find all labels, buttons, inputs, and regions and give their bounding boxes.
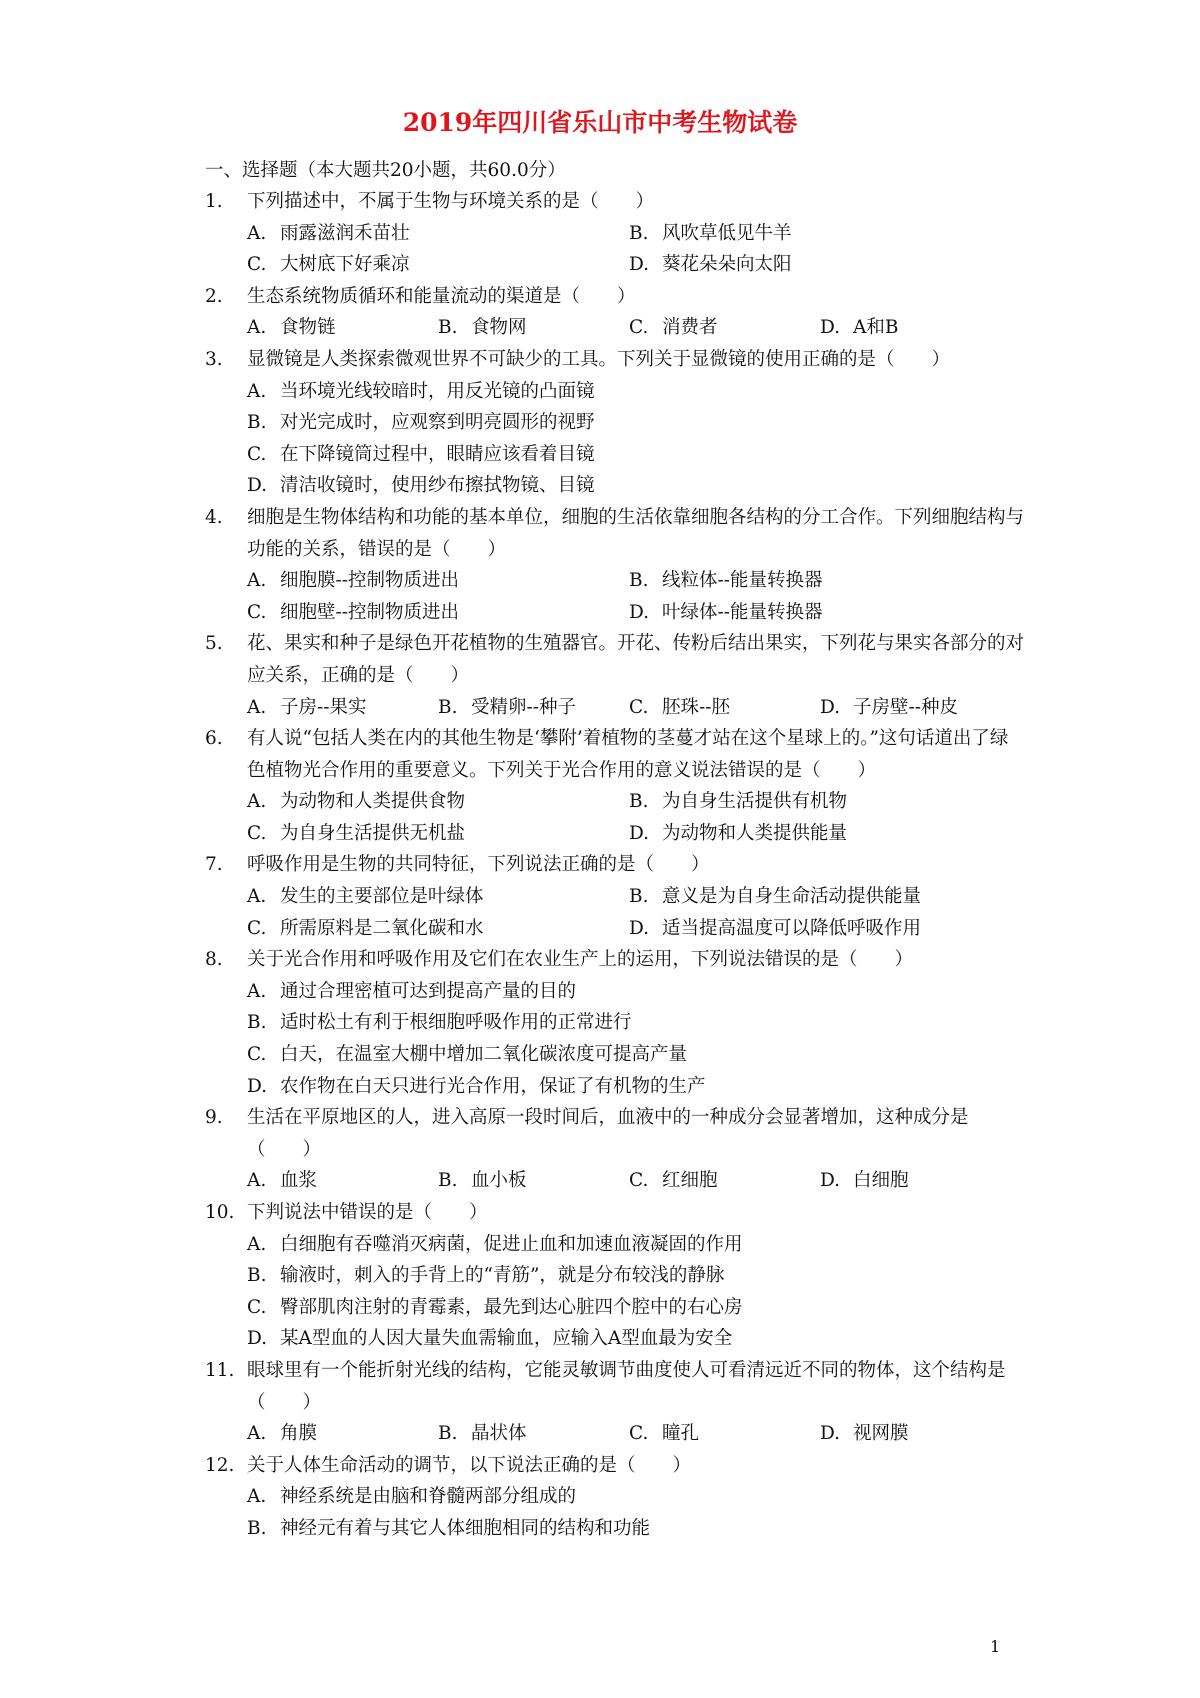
option-label: C. (247, 917, 267, 939)
option-c (247, 818, 465, 850)
option-label: B. (629, 570, 649, 592)
question-stem: 呼吸作用是生物的共同特征，下列说法正确的是（ ） (247, 854, 710, 876)
option-text: 为动物和人类提供能量 (662, 822, 848, 844)
option-text: 为自身生活提供有机物 (662, 791, 848, 813)
question-stem: 关于光合作用和呼吸作用及它们在农业生产上的运用，下列说法错误的是（ ） (247, 949, 914, 971)
question-5 (205, 628, 1025, 723)
option-b (438, 1418, 527, 1450)
question-3 (205, 344, 1025, 502)
option-a (247, 1481, 576, 1513)
option-d (820, 312, 898, 344)
option-d (247, 470, 595, 502)
option-text: 臀部肌肉注射的青霉素，最先到达心脏四个腔中的右心房 (280, 1296, 743, 1318)
question-stem: 花、果实和种子是绿色开花植物的生殖器官。开花、传粉后结出果实，下列花与果实各部分的对应关系，正确的是（ ） (247, 633, 1025, 686)
option-a (247, 1418, 317, 1450)
option-d (820, 692, 958, 724)
option-text: 农作物在白天只进行光合作用，保证了有机物的生产 (280, 1075, 706, 1097)
question-number: 8. (205, 949, 223, 971)
option-b (438, 312, 527, 344)
option-label: B. (438, 696, 458, 718)
option-text: 为动物和人类提供食物 (280, 791, 466, 813)
question-number: 4. (205, 506, 223, 528)
option-d (629, 818, 847, 850)
option-label: B. (629, 886, 649, 908)
option-label: A. (247, 791, 267, 813)
option-text: 清洁收镜时，使用纱布擦拭物镜、目镜 (280, 475, 595, 497)
option-label: A. (247, 570, 267, 592)
option-label: C. (247, 601, 267, 623)
question-4 (205, 502, 1025, 628)
option-b (438, 692, 576, 724)
option-d (629, 249, 792, 281)
question-6 (205, 723, 1025, 849)
option-label: B. (247, 1265, 267, 1287)
option-text: 细胞壁--控制物质进出 (280, 601, 460, 623)
question-2 (205, 281, 1025, 344)
option-label: D. (629, 917, 650, 939)
option-text: 当环境光线较暗时，用反光镜的凸面镜 (280, 380, 595, 402)
question-number: 7. (205, 854, 223, 876)
option-label: B. (247, 1012, 267, 1034)
option-c (247, 913, 484, 945)
option-c (629, 692, 730, 724)
option-text: 通过合理密植可达到提高产量的目的 (280, 980, 577, 1002)
option-label: D. (629, 822, 650, 844)
option-text: 角膜 (280, 1423, 318, 1445)
option-label: C. (247, 254, 267, 276)
option-a (247, 312, 336, 344)
option-text: 发生的主要部位是叶绿体 (280, 886, 484, 908)
option-label: C. (247, 822, 267, 844)
option-b (247, 407, 595, 439)
option-c (247, 1039, 687, 1071)
option-b (247, 1513, 650, 1545)
option-label: A. (247, 380, 267, 402)
option-c (629, 312, 718, 344)
option-b (438, 1165, 527, 1197)
option-a (247, 692, 367, 724)
page-number: 1 (990, 1637, 1001, 1656)
option-c (629, 1418, 699, 1450)
option-text: 所需原料是二氧化碳和水 (280, 917, 484, 939)
option-label: C. (629, 317, 649, 339)
option-text: 食物网 (471, 317, 527, 339)
question-number: 12. (205, 1454, 235, 1476)
option-label: D. (820, 1423, 841, 1445)
question-stem: 有人说“包括人类在内的其他生物是‘攀附’着植物的茎蔓才站在这个星球上的。”这句话道出了绿色植物光合作用的重要意义。下列关于光合作用的意义说法错误的是（ ） (247, 728, 1009, 781)
option-label: D. (247, 1328, 268, 1350)
option-text: 白细胞有吞噬消灭病菌，促进止血和加速血液凝固的作用 (280, 1233, 743, 1255)
option-text: 叶绿体--能量转换器 (662, 601, 823, 623)
option-d (629, 597, 823, 629)
question-number: 3. (205, 348, 223, 370)
option-text: 葵花朵朵向太阳 (662, 254, 792, 276)
question-stem: 眼球里有一个能折射光线的结构，它能灵敏调节曲度使人可看清远近不同的物体，这个结构是（ ） (247, 1359, 1006, 1413)
option-label: C. (629, 1170, 649, 1192)
option-a (247, 1229, 743, 1261)
option-text: 子房--果实 (280, 696, 367, 718)
option-text: 为自身生活提供无机盐 (280, 822, 466, 844)
question-stem: 关于人体生命活动的调节，以下说法正确的是（ ） (247, 1454, 692, 1476)
question-12 (205, 1450, 1025, 1545)
option-text: 晶状体 (471, 1423, 527, 1445)
question-7 (205, 849, 1025, 944)
option-label: B. (438, 1423, 458, 1445)
option-text: 雨露滋润禾苗壮 (280, 222, 410, 244)
exam-title: 2019年四川省乐山市中考生物试卷 (402, 108, 798, 137)
option-text: 输液时，刺入的手背上的“青筋”，就是分布较浅的静脉 (280, 1265, 725, 1287)
option-text: 血小板 (471, 1170, 527, 1192)
question-stem: 下列描述中，不属于生物与环境关系的是（ ） (247, 191, 655, 212)
option-b (629, 565, 823, 597)
option-a (247, 881, 484, 913)
option-text: 适时松土有利于根细胞呼吸作用的正常进行 (280, 1012, 632, 1034)
option-label: B. (438, 317, 458, 339)
option-a (247, 976, 576, 1008)
option-label: A. (247, 222, 267, 244)
option-d (247, 1323, 732, 1355)
option-text: 视网膜 (853, 1423, 909, 1445)
option-text: 神经系统是由脑和脊髓两部分组成的 (280, 1486, 577, 1508)
option-label: A. (247, 1170, 267, 1192)
option-text: 瞳孔 (662, 1423, 700, 1445)
option-text: 细胞膜--控制物质进出 (280, 570, 460, 592)
option-a (247, 376, 595, 408)
option-text: 红细胞 (662, 1170, 718, 1192)
option-b (247, 1007, 632, 1039)
question-stem: 显微镜是人类探索微观世界不可缺少的工具。下列关于显微镜的使用正确的是（ ） (247, 348, 951, 370)
question-number: 2. (205, 285, 223, 307)
section-heading: 一、选择题（本大题共20小题，共60.0分） (205, 160, 566, 181)
question-stem: 生态系统物质循环和能量流动的渠道是（ ） (247, 285, 636, 307)
question-list (205, 186, 1025, 1545)
option-b (629, 786, 847, 818)
option-label: A. (247, 980, 267, 1002)
option-text: 对光完成时，应观察到明亮圆形的视野 (280, 412, 595, 434)
option-label: A. (247, 886, 267, 908)
option-label: B. (629, 222, 649, 244)
option-label: D. (247, 1075, 268, 1097)
question-1 (205, 186, 1025, 281)
question-stem: 下判说法中错误的是（ ） (247, 1202, 488, 1223)
option-text: 大树底下好乘凉 (280, 254, 410, 276)
option-b (629, 218, 792, 250)
option-label: A. (247, 696, 267, 718)
option-a (247, 565, 459, 597)
option-text: 食物链 (280, 317, 336, 339)
option-text: 消费者 (662, 317, 718, 339)
option-text: 在下降镜筒过程中，眼睛应该看着目镜 (280, 443, 595, 465)
option-label: D. (820, 1170, 841, 1192)
option-text: 神经元有着与其它人体细胞相同的结构和功能 (280, 1517, 651, 1539)
option-label: D. (247, 475, 268, 497)
option-label: A. (247, 1423, 267, 1445)
option-label: D. (629, 254, 650, 276)
option-text: 子房壁--种皮 (853, 696, 959, 718)
option-label: A. (247, 1233, 267, 1255)
option-text: 血浆 (280, 1170, 318, 1192)
option-label: C. (629, 696, 649, 718)
option-d (820, 1418, 909, 1450)
option-d (629, 913, 921, 945)
option-a (247, 1165, 317, 1197)
option-b (629, 881, 921, 913)
option-label: C. (247, 443, 267, 465)
option-text: A和B (853, 317, 899, 339)
option-text: 某A型血的人因大量失血需输血，应输入A型血最为安全 (280, 1328, 733, 1350)
option-text: 线粒体--能量转换器 (662, 570, 823, 592)
option-text: 胚珠--胚 (662, 696, 731, 718)
option-label: A. (247, 1486, 267, 1508)
question-number: 10. (205, 1202, 235, 1223)
question-11 (205, 1355, 1025, 1450)
option-c (247, 597, 459, 629)
option-text: 适当提高温度可以降低呼吸作用 (662, 917, 922, 939)
option-c (247, 439, 595, 471)
option-b (247, 1260, 724, 1292)
question-number: 9. (205, 1107, 223, 1129)
option-label: C. (247, 1296, 267, 1318)
question-stem: 细胞是生物体结构和功能的基本单位，细胞的生活依靠细胞各结构的分工合作。下列细胞结构与功能的关系，错误的是（ ） (247, 506, 1025, 560)
option-c (247, 1292, 743, 1324)
option-label: B. (438, 1170, 458, 1192)
option-d (820, 1165, 909, 1197)
option-label: C. (629, 1423, 649, 1445)
option-label: C. (247, 1044, 267, 1066)
option-label: D. (820, 696, 841, 718)
option-text: 白天，在温室大棚中增加二氧化碳浓度可提高产量 (280, 1044, 688, 1066)
question-number: 6. (205, 728, 223, 750)
option-text: 意义是为自身生命活动提供能量 (662, 886, 922, 908)
question-8 (205, 944, 1025, 1102)
option-a (247, 218, 410, 250)
option-c (629, 1165, 718, 1197)
option-label: D. (629, 601, 650, 623)
option-d (247, 1071, 706, 1103)
question-number: 5. (205, 633, 223, 655)
question-10 (205, 1197, 1025, 1355)
option-label: D. (820, 317, 841, 339)
question-number: 11. (205, 1359, 235, 1381)
option-label: A. (247, 317, 267, 339)
option-c (247, 249, 410, 281)
option-label: B. (247, 1517, 267, 1539)
option-text: 白细胞 (853, 1170, 909, 1192)
option-a (247, 786, 465, 818)
question-9 (205, 1102, 1025, 1197)
option-label: B. (629, 791, 649, 813)
option-text: 风吹草低见牛羊 (662, 222, 792, 244)
option-label: B. (247, 412, 267, 434)
option-text: 受精卵--种子 (471, 696, 577, 718)
question-number: 1. (205, 191, 223, 212)
question-stem: 生活在平原地区的人，进入高原一段时间后，血液中的一种成分会显著增加，这种成分是（ ） (247, 1107, 969, 1160)
